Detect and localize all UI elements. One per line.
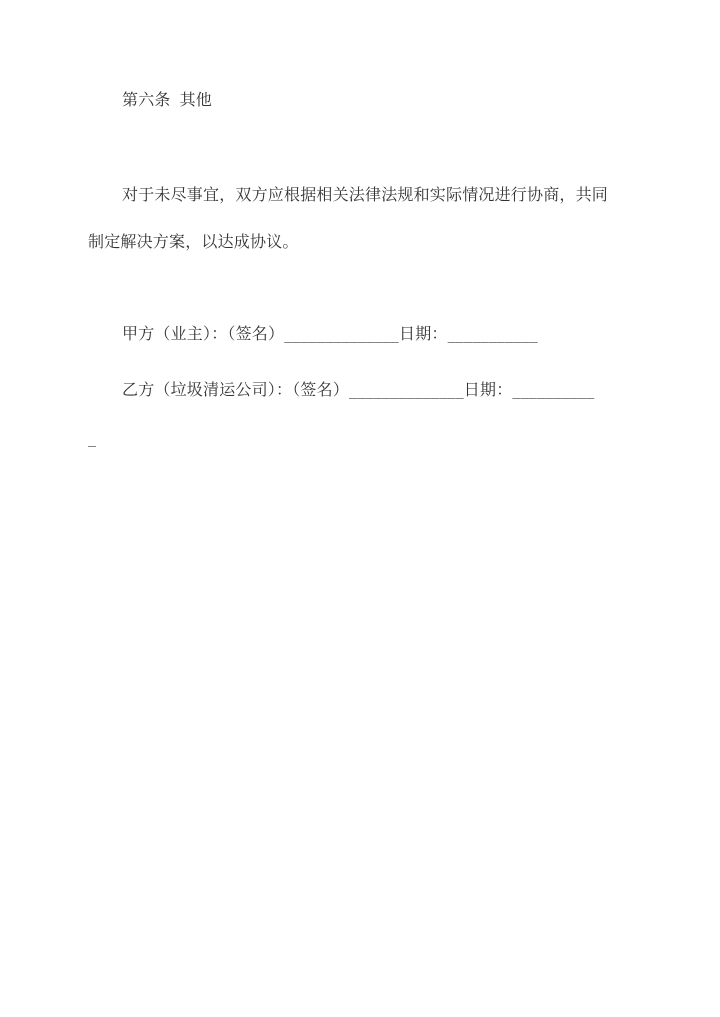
paragraph-line-1: 对于未尽事宜，双方应根据相关法律法规和实际情况进行协商，共同 [122,185,609,204]
article-number: 第六条 [122,90,171,109]
paragraph-line-2: 制定解决方案，以达成协议。 [88,232,299,251]
article-heading [122,90,212,110]
article-title: 其他 [179,90,213,109]
party-a-signature-line: 甲方（业主）：（签名）______________日期：___________ [122,324,538,343]
party-b-signature-line: 乙方（垃圾清运公司）：（签名）______________日期：__________ [122,380,595,399]
party-b-signature-wrap: _ [88,428,97,447]
